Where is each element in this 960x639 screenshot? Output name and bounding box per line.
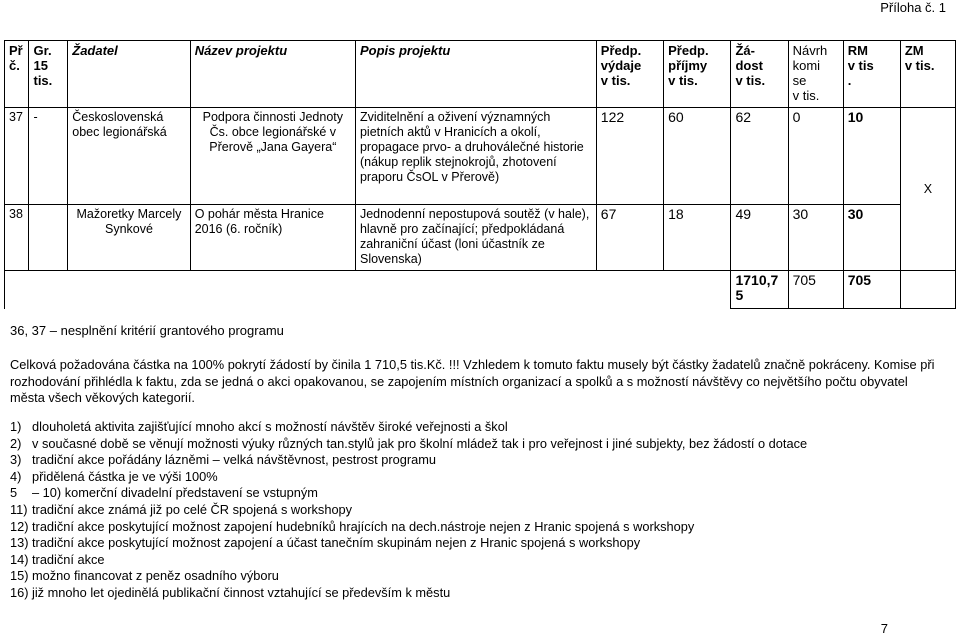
row-zadatel: Československá obec legionářská [68,108,190,205]
list-item: 2) v současné době se věnují možnosti výuky různých tan.stylů jak pro školní mládež tak i pro veřejnost i jiné subjekty, bez žádostí o dotace [10,435,808,451]
list-item: 4) přidělená částka je ve výši 100% [10,468,218,484]
total-zadost: 1710,7 5 [731,271,788,309]
summary-paragraph: Celková požadována částka na 100% pokrytí žádostí by činila 1 710,5 tis.Kč. !!! Vzhledem k tomuto faktu musely být částky žadatelů značně pokráceny. Komise při rozhodování přihlédla k faktu, zda se jedná o akci opakovanou, se zapojením místních organizací a spolků a s možností návštěvy co největšího počtu obyvatel města všech věkových kategorií. [10,357,935,405]
row-vydaje: 67 [596,205,663,271]
criteria-list [10,419,940,602]
row-nazev: O pohár města Hranice 2016 (6. ročník) [190,205,355,271]
col-header-nazev: Název projektu [190,41,355,108]
row-prijmy: 18 [664,205,731,271]
row-nazev: Podpora činnosti Jednoty Čs. obce legionářské v Přerově „Jana Gayera“ [190,108,355,205]
col-header-zm: ZM v tis. [900,41,955,108]
total-navrh: 705 [788,271,843,309]
col-header-vydaje: Předp. výdaje v tis. [596,41,663,108]
list-item: 14) tradiční akce [10,551,105,567]
row-prijmy: 60 [664,108,731,205]
col-header-popis: Popis projektu [355,41,596,108]
table-row [5,205,956,271]
list-item: 3) tradiční akce pořádány lázněmi – velká návštěvnost, pestrost programu [10,452,437,468]
table-row [5,108,956,205]
list-item: 15) možno financovat z peněz osadního výboru [10,568,279,584]
zm-cell: X [900,108,955,271]
row-rm: 30 [843,205,900,271]
row-id: 37 [5,108,29,205]
total-rm: 705 [843,271,900,309]
totals-row [5,271,956,309]
row-popis: Jednodenní nepostupová soutěž (v hale), hlavně pro začínající; předpokládaná zahraniční účast (loni účastník ze Slovenska) [355,205,596,271]
row-zadost: 62 [731,108,788,205]
col-header-prijmy: Předp. příjmy v tis. [664,41,731,108]
annex-label: Příloha č. 1 [880,0,946,15]
row-vydaje: 122 [596,108,663,205]
list-item: 12) tradiční akce poskytující možnost zapojení hudebníků hrajících na dech.nástroje nejen z Hranic spojená s workshopy [10,518,695,534]
total-zm [900,271,955,309]
totals-spacer [5,271,731,309]
col-header-cislo: Př č. [5,41,29,108]
row-gr [29,205,68,271]
row-navrh: 30 [788,205,843,271]
row-popis: Zviditelnění a oživení významných pietních aktů v Hranicích a okolí, propagace prvo- a druhoválečné historie (nákup replik stejnokrojů, zhotovení praporu ČsOL v Přerově) [355,108,596,205]
row-rm: 10 [843,108,900,205]
grant-table [4,40,956,309]
list-item: 11) tradiční akce známá již po celé ČR spojená s workshopy [10,501,353,517]
row-zadost: 49 [731,205,788,271]
col-header-navrh: Návrh komi se v tis. [788,41,843,108]
list-item: 13) tradiční akce poskytující možnost zapojení a účast tanečním skupinám nejen z Hranic spojená s workshopy [10,535,641,551]
row-zadatel: Mažoretky Marcely Synkové [68,205,190,271]
col-header-rm: RM v tis . [843,41,900,108]
list-item: 5 – 10) komerční divadelní představení se vstupným [10,485,318,501]
col-header-zadatel: Žadatel [68,41,190,108]
note-criteria: 36, 37 – nesplnění kritérií grantového programu [10,323,284,338]
list-item: 1) dlouholetá aktivita zajišťující mnoho akcí s možností návštěv široké veřejnosti a škol [10,419,508,434]
row-gr: - [29,108,68,205]
list-item: 16) již mnoho let ojedinělá publikační činnost vztahující se především k městu [10,584,451,600]
col-header-zadost: Žá- dost v tis. [731,41,788,108]
page-number: 7 [880,621,888,636]
row-navrh: 0 [788,108,843,205]
col-header-gr: Gr. 15 tis. [29,41,68,108]
row-id: 38 [5,205,29,271]
